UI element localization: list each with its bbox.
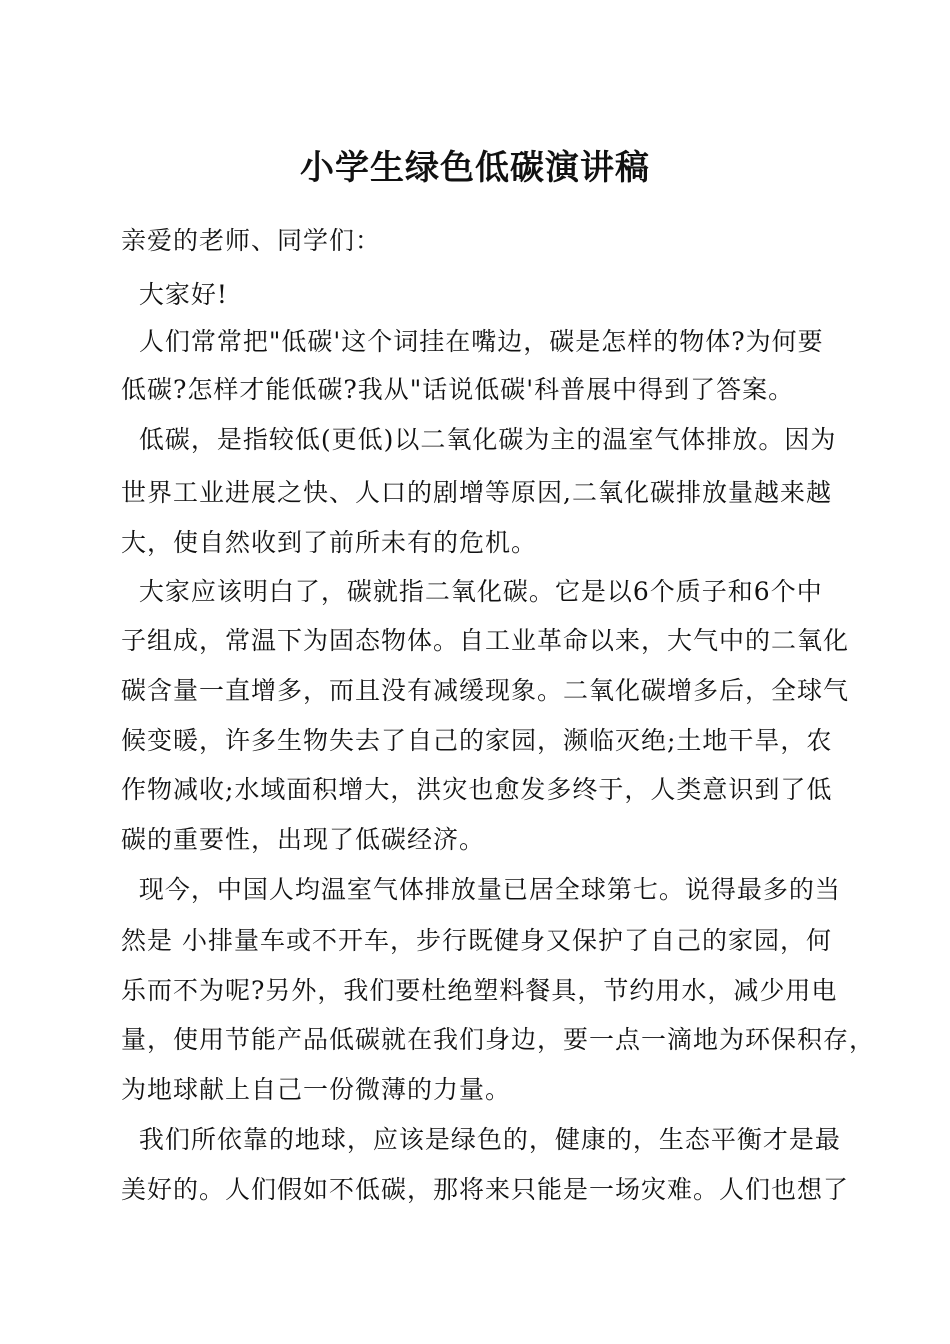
text-line: 大家好! <box>121 280 228 309</box>
text-line: 我们所依靠的地球，应该是绿色的，健康的，生态平衡才是最 <box>121 1125 841 1154</box>
text-line: 碳含量一直增多，而且没有减缓现象。二氧化碳增多后，全球气 <box>121 676 850 705</box>
text-line: 美好的。人们假如不低碳，那将来只能是一场灾难。人们也想了 <box>121 1175 850 1204</box>
text-line: 作物减收;水域面积增大，洪灾也愈发多终于，人类意识到了低 <box>121 775 833 804</box>
text-line: 碳的重要性，出现了低碳经济。 <box>121 825 486 854</box>
text-line: 大，使自然收到了前所未有的危机。 <box>121 528 538 557</box>
text-line: 现今，中国人均温室气体排放量已居全球第七。说得最多的当 <box>121 875 841 904</box>
text-line: 大家应该明白了，碳就指二氧化碳。它是以6个质子和6个中 <box>121 577 823 606</box>
text-line: 乐而不为呢?另外，我们要杜绝塑料餐具，节约用水，减少用电 <box>121 976 838 1005</box>
text-line: 亲爱的老师、同学们： <box>121 226 382 255</box>
text-line: 低碳，是指较低(更低)以二氧化碳为主的温室气体排放。因为 <box>121 425 837 454</box>
text-line: 候变暖，许多生物失去了自己的家园，濒临灭绝;土地干旱，农 <box>121 726 833 755</box>
text-line: 为地球献上自己一份微薄的力量。 <box>121 1075 512 1104</box>
text-line: 世界工业进展之快、人口的剧增等原因,二氧化碳排放量越来越 <box>121 478 832 507</box>
text-line: 然是 小排量车或不开车，步行既健身又保护了自己的家园，何 <box>121 926 832 955</box>
document-title: 小学生绿色低碳演讲稿 <box>300 148 650 188</box>
text-line: 低碳?怎样才能低碳?我从"话说低碳'科普展中得到了答案。 <box>121 375 795 404</box>
text-line: 量，使用节能产品低碳就在我们身边，要一点一滴地为环保积存， <box>121 1025 876 1054</box>
text-line: 人们常常把"低碳'这个词挂在嘴边，碳是怎样的物体?为何要 <box>121 327 824 356</box>
text-line: 子组成，常温下为固态物体。自工业革命以来，大气中的二氧化 <box>121 626 850 655</box>
